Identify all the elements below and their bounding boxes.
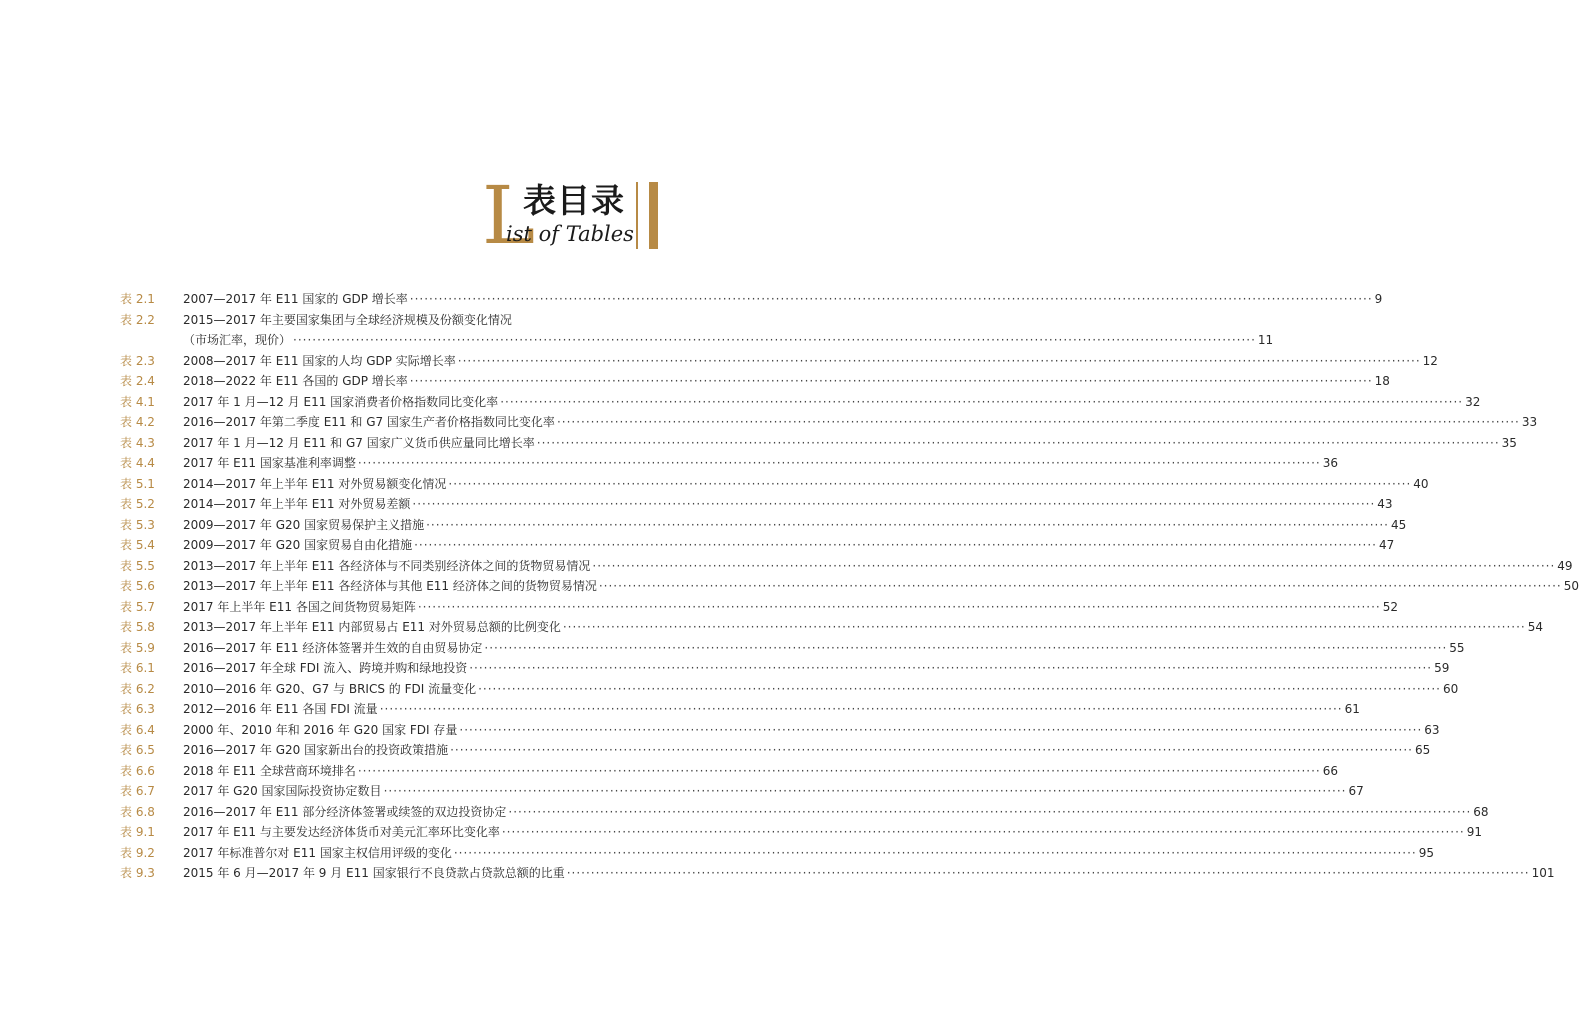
toc-entry-page: 55	[1449, 640, 1465, 655]
toc-entry-title: 2009—2017 年 G20 国家贸易自由化措施	[183, 538, 413, 552]
toc-entry-number: 表 5.8	[120, 620, 155, 634]
toc-entry-page: 49	[1557, 558, 1573, 573]
toc-entry-number: 表 9.2	[120, 845, 155, 860]
toc-entry-page: 11	[1257, 333, 1274, 347]
dot-leader: ········································································································································································································	[469, 661, 1433, 675]
dot-leader: ········································································································································································································	[414, 538, 1377, 552]
toc-entry-number: 表 6.5	[120, 743, 155, 757]
toc-entry-page: 95	[1418, 845, 1435, 860]
toc-entry-number: 表 9.1	[120, 825, 155, 839]
toc-entry-title: 2000 年、2010 年和 2016 年 G20 国家 FDI 存量	[183, 722, 458, 737]
decorative-bar-thin	[636, 182, 638, 249]
toc-entry[interactable]	[120, 535, 1395, 556]
toc-entry-line	[183, 658, 1450, 679]
toc-entry-number: 表 9.3	[120, 866, 155, 880]
toc-entry-title: 2017 年 E11 与主要发达经济体货币对美元汇率环比变化率	[183, 825, 500, 839]
toc-entry-number: 表 2.4	[120, 374, 155, 388]
toc-entry-title: 2008—2017 年 E11 国家的人均 GDP 实际增长率	[183, 353, 456, 368]
toc-entry[interactable]	[120, 740, 1431, 761]
dot-leader: ········································································································································································································	[379, 702, 1343, 716]
toc-entry-line	[183, 310, 662, 331]
toc-entry[interactable]	[120, 289, 1383, 310]
toc-entry-line	[183, 433, 1517, 454]
toc-entry-number: 表 4.2	[120, 415, 155, 429]
dot-leader: ········································································································································································································	[556, 415, 1520, 429]
toc-entry[interactable]	[120, 453, 1339, 474]
toc-entry-line	[183, 289, 1383, 310]
toc-entry-number: 表 5.9	[120, 640, 155, 655]
toc-entry-number: 表 4.3	[120, 435, 155, 450]
toc-entry-page: 47	[1378, 538, 1395, 552]
toc-entry[interactable]	[120, 658, 1450, 679]
dot-leader: ········································································································································································································	[592, 558, 1556, 573]
toc-entry-page: 65	[1414, 743, 1431, 757]
toc-entry-line	[183, 720, 1440, 741]
toc-entry-title: 2012—2016 年 E11 各国 FDI 流量	[183, 702, 378, 716]
toc-entry-line	[183, 412, 1538, 433]
dot-leader: ········································································································································································································	[412, 497, 1376, 511]
toc-entry-page: 60	[1442, 681, 1459, 696]
toc-entry[interactable]	[120, 802, 1489, 823]
toc-entry-line	[183, 863, 1555, 884]
toc-entry-page: 33	[1521, 415, 1538, 429]
toc-entry-title: 2016—2017 年全球 FDI 流入、跨境并购和绿地投资	[183, 661, 468, 675]
toc-entry[interactable]	[120, 351, 1438, 372]
toc-entry-title: 2017 年 1 月—12 月 E11 国家消费者价格指数同比变化率	[183, 394, 499, 409]
page-subtitle: ist of Tables	[506, 222, 634, 246]
toc-entry-line	[183, 597, 1399, 618]
dot-leader: ········································································································································································································	[566, 866, 1530, 880]
toc-entry-title: 2017 年上半年 E11 各国之间货物贸易矩阵	[183, 599, 416, 614]
toc-entry-line	[183, 494, 1393, 515]
dot-leader: ········································································································································································································	[293, 333, 1256, 347]
toc-entry-title: 2016—2017 年 E11 经济体签署并生效的自由贸易协定	[183, 640, 483, 655]
toc-entry[interactable]	[120, 576, 1579, 597]
toc-entry-title: （市场汇率，现价）	[183, 333, 292, 347]
toc-entry[interactable]	[120, 392, 1481, 413]
toc-entry-number: 表 6.8	[120, 804, 155, 819]
dot-leader: ········································································································································································································	[478, 681, 1441, 696]
toc-entry[interactable]	[120, 494, 1393, 515]
toc-entry-title: 2018—2022 年 E11 各国的 GDP 增长率	[183, 374, 408, 388]
dot-leader: ········································································································································································································	[457, 353, 1421, 368]
toc-entry-title: 2016—2017 年 G20 国家新出台的投资政策措施	[183, 743, 449, 757]
toc-entry-title: 2017 年 1 月—12 月 E11 和 G7 国家广义货币供应量同比增长率	[183, 435, 535, 450]
dot-leader: ········································································································································································································	[562, 620, 1526, 634]
toc-entry[interactable]	[120, 761, 1339, 782]
toc-entry-line	[183, 330, 1274, 351]
toc-entry-title: 2015 年 6 月—2017 年 9 月 E11 国家银行不良贷款占贷款总额的比重	[183, 866, 565, 880]
toc-entry[interactable]	[120, 638, 1465, 659]
toc-entry-line	[183, 822, 1483, 843]
dot-leader: ········································································································································································································	[409, 292, 1373, 306]
toc-entry-title: 2013—2017 年上半年 E11 内部贸易占 E11 对外贸易总额的比例变化	[183, 620, 561, 634]
toc-entry-number: 表 5.7	[120, 599, 155, 614]
toc-entry-page: 18	[1374, 374, 1390, 388]
toc-entry[interactable]	[120, 781, 1364, 802]
toc-entry[interactable]	[120, 863, 1555, 884]
toc-entry-page: 101	[1531, 866, 1555, 880]
toc-entry-line	[183, 474, 1429, 495]
toc-entry-number: 表 5.6	[120, 579, 155, 593]
toc-entry-number: 表 5.2	[120, 497, 155, 511]
toc-entry[interactable]	[120, 699, 1360, 720]
toc-header	[470, 169, 770, 262]
toc-entry[interactable]	[120, 679, 1459, 700]
decorative-bar-thick	[649, 182, 658, 249]
toc-entry-number: 表 5.4	[120, 538, 155, 552]
toc-entry-line	[183, 617, 1544, 638]
toc-entry[interactable]	[120, 556, 1573, 577]
dot-leader: ········································································································································································································	[459, 722, 1423, 737]
toc-entry-page: 66	[1322, 763, 1339, 778]
toc-entry-line	[183, 699, 1360, 720]
toc-entry-line	[183, 638, 1465, 659]
dot-leader: ········································································································································································································	[448, 476, 1412, 491]
toc-entry-page: 50	[1563, 579, 1579, 593]
toc-entry-page: 9	[1374, 292, 1383, 306]
toc-entry-line	[183, 740, 1431, 761]
toc-entry-line	[183, 679, 1459, 700]
toc-entry-title: 2018 年 E11 全球营商环境排名	[183, 763, 356, 778]
toc-entry-page: 68	[1473, 804, 1489, 819]
dot-leader: ········································································································································································································	[450, 743, 1413, 757]
dot-leader: ········································································································································································································	[357, 456, 1321, 470]
toc-entry-title: 2010—2016 年 G20、G7 与 BRICS 的 FDI 流量变化	[183, 681, 477, 696]
toc-entry-page: 59	[1434, 661, 1450, 675]
toc-entry-line	[183, 843, 1435, 864]
dot-leader: ········································································································································································································	[357, 763, 1321, 778]
dot-leader: ········································································································································································································	[484, 640, 1448, 655]
toc-entry-line	[183, 576, 1579, 597]
toc-entry-title: 2009—2017 年 G20 国家贸易保护主义措施	[183, 517, 425, 532]
toc-entry-title: 2016—2017 年 E11 部分经济体签署或续签的双边投资协定	[183, 804, 507, 819]
toc-entry-number: 表 2.1	[120, 292, 155, 306]
toc-entry-page: 32	[1465, 394, 1481, 409]
toc-entry-title: 2015—2017 年主要国家集团与全球经济规模及份额变化情况	[183, 312, 512, 327]
toc-entry-page: 36	[1322, 456, 1339, 470]
dot-leader: ········································································································································································································	[409, 374, 1373, 388]
toc-entry-title: 2016—2017 年第二季度 E11 和 G7 国家生产者价格指数同比变化率	[183, 415, 555, 429]
toc-entry-number: 表 6.2	[120, 681, 155, 696]
toc-entry-line	[183, 515, 1407, 536]
toc-entry[interactable]	[120, 617, 1544, 638]
toc-entry-page: 63	[1424, 722, 1440, 737]
toc-entry-page: 45	[1390, 517, 1407, 532]
toc-entry-line	[183, 802, 1489, 823]
dot-leader: ········································································································································································································	[426, 517, 1389, 532]
toc-entry-page: 43	[1377, 497, 1393, 511]
toc-entry[interactable]	[120, 822, 1483, 843]
toc-entry-line	[183, 761, 1339, 782]
toc-entry-number: 表 6.7	[120, 784, 155, 798]
toc-entry-title: 2014—2017 年上半年 E11 对外贸易差额	[183, 497, 411, 511]
toc-entry[interactable]	[120, 515, 1407, 536]
dot-leader: ········································································································································································································	[598, 579, 1562, 593]
toc-entry-number: 表 2.2	[120, 312, 155, 327]
decorative-initial-letter: L	[482, 169, 536, 262]
toc-entry-page: 54	[1527, 620, 1544, 634]
toc-entry-number: 表 2.3	[120, 353, 155, 368]
toc-entry-line	[183, 556, 1573, 577]
dot-leader: ········································································································································································································	[501, 825, 1465, 839]
toc-entry-title: 2013—2017 年上半年 E11 各经济体与不同类别经济体之间的货物贸易情况	[183, 558, 591, 573]
toc-entry-title: 2017 年 E11 国家基准利率调整	[183, 456, 356, 470]
dot-leader: ········································································································································································································	[508, 804, 1472, 819]
dot-leader: ········································································································································································································	[417, 599, 1381, 614]
toc-entry-line	[183, 392, 1481, 413]
toc-entry-number: 表 6.3	[120, 702, 155, 716]
toc-entry-line	[183, 371, 1390, 392]
toc-entry-title: 2007—2017 年 E11 国家的 GDP 增长率	[183, 292, 408, 306]
toc-entry-number: 表 4.1	[120, 394, 155, 409]
toc-entry-title: 2017 年标准普尔对 E11 国家主权信用评级的变化	[183, 845, 452, 860]
toc-entry-number: 表 6.1	[120, 661, 155, 675]
toc-entry-title: 2013—2017 年上半年 E11 各经济体与其他 E11 经济体之间的货物贸易情况	[183, 579, 597, 593]
toc-entry-line	[183, 535, 1395, 556]
toc-entry-line	[183, 351, 1438, 372]
toc-entry-title: 2017 年 G20 国家国际投资协定数目	[183, 784, 382, 798]
page-title: 表目录	[523, 181, 625, 220]
toc-entry[interactable]	[120, 597, 1399, 618]
toc-entry-page: 91	[1466, 825, 1483, 839]
toc-entry[interactable]	[120, 371, 1390, 392]
table-of-tables-list	[120, 289, 1579, 884]
toc-entry-number: 表 4.4	[120, 456, 155, 470]
toc-entry[interactable]	[120, 412, 1538, 433]
toc-entry[interactable]	[120, 843, 1435, 864]
dot-leader: ········································································································································································································	[500, 394, 1464, 409]
toc-entry-page: 40	[1413, 476, 1429, 491]
toc-entry-page: 52	[1382, 599, 1399, 614]
toc-entry-page: 67	[1348, 784, 1364, 798]
toc-entry-title: 2014—2017 年上半年 E11 对外贸易额变化情况	[183, 476, 447, 491]
toc-entry-line	[183, 453, 1339, 474]
toc-entry[interactable]	[120, 433, 1517, 454]
dot-leader: ········································································································································································································	[536, 435, 1500, 450]
toc-entry[interactable]	[120, 330, 1274, 351]
dot-leader: ········································································································································································································	[383, 784, 1347, 798]
toc-entry[interactable]	[120, 474, 1429, 495]
toc-entry-number: 表 5.5	[120, 558, 155, 573]
toc-entry[interactable]	[120, 310, 662, 331]
toc-entry-page: 61	[1344, 702, 1360, 716]
toc-entry-number: 表 6.6	[120, 763, 155, 778]
toc-entry-page: 12	[1422, 353, 1438, 368]
toc-entry-number: 表 6.4	[120, 722, 155, 737]
toc-entry-number: 表 5.3	[120, 517, 155, 532]
toc-entry[interactable]	[120, 720, 1440, 741]
dot-leader: ········································································································································································································	[453, 845, 1417, 860]
toc-entry-page: 35	[1501, 435, 1517, 450]
toc-entry-number: 表 5.1	[120, 476, 155, 491]
toc-entry-line	[183, 781, 1364, 802]
